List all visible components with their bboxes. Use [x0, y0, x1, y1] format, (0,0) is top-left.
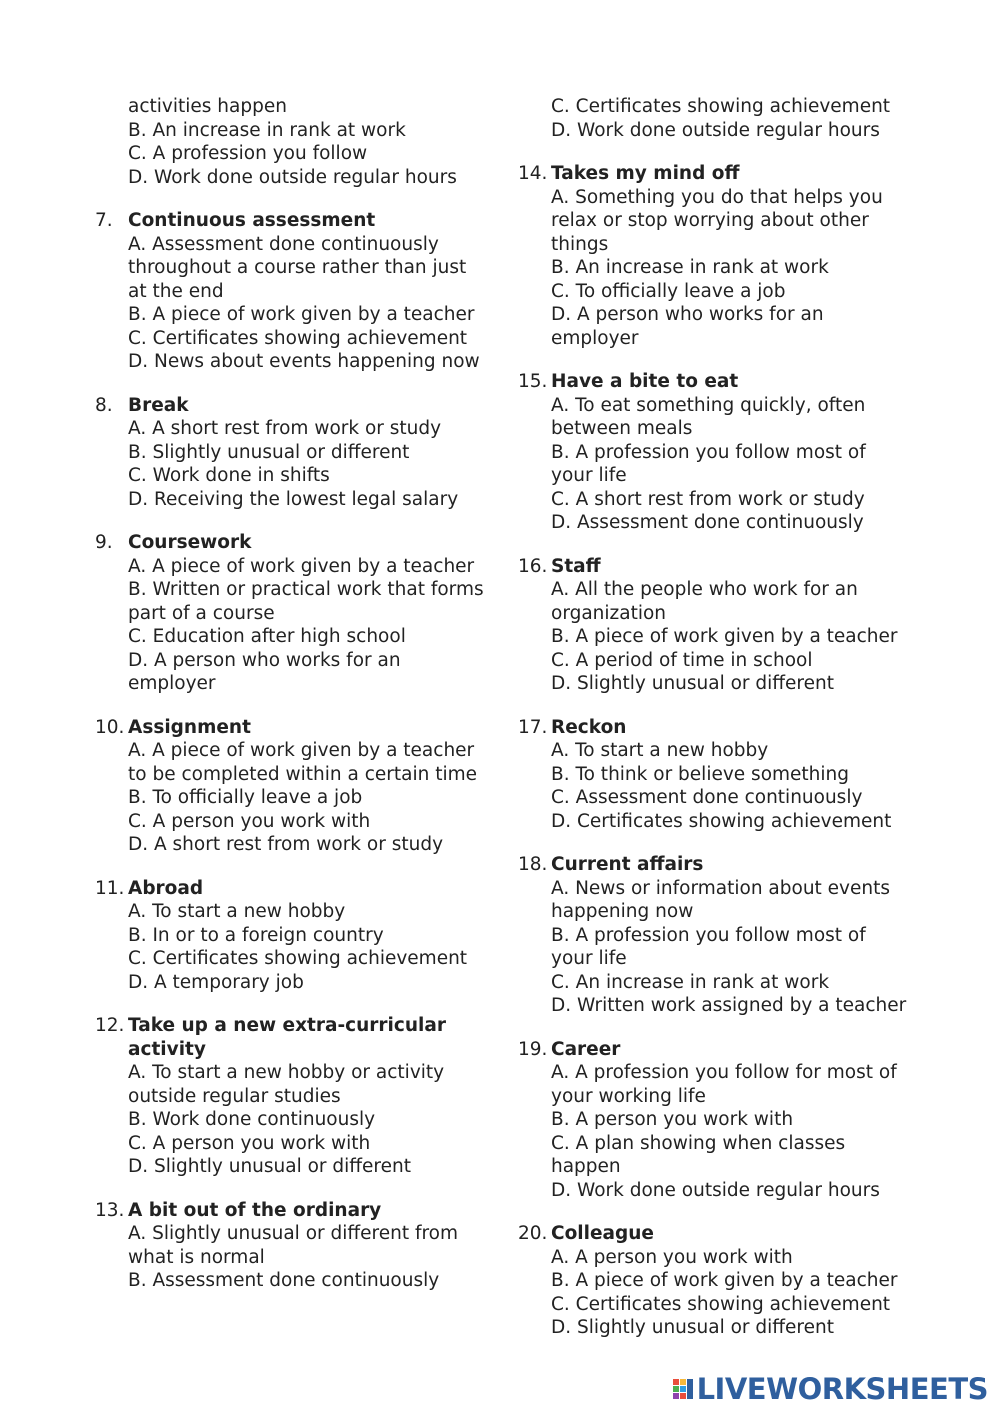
answer-option: D. Slightly unusual or different — [551, 673, 834, 694]
question-number: 12. — [95, 1015, 125, 1036]
question-body — [551, 162, 913, 350]
question-item — [518, 853, 913, 1018]
answer-option: A. Something you do that helps you relax or stop worrying about other things — [551, 186, 883, 255]
option-text: B. An increase in rank at work — [128, 119, 406, 141]
question-number: 14. — [518, 163, 548, 184]
answer-option: B. An increase in rank at work — [551, 257, 829, 278]
question-body — [551, 853, 913, 1018]
question-term: Continuous assessment — [128, 210, 376, 231]
answer-option: D. A person who works for an employer — [128, 649, 401, 694]
answer-option: D. Certificates showing achievement — [551, 810, 892, 832]
question-term: Career — [551, 1038, 621, 1060]
answer-option: C. A short rest from work or study — [551, 488, 865, 510]
answer-option: B. In or to a foreign country — [128, 924, 384, 946]
answer-option: A. A profession you follow for most of your working life — [551, 1062, 897, 1107]
answer-option: D. Slightly unusual or different — [128, 1156, 411, 1177]
answer-option: B. To officially leave a job — [128, 787, 363, 808]
question-item — [95, 716, 490, 857]
answer-option: B. A person you work with — [551, 1109, 794, 1130]
question-body — [128, 716, 490, 857]
answer-option: D. Slightly unusual or different — [551, 1317, 834, 1338]
question-term: A bit out of the ordinary — [128, 1199, 382, 1221]
question-body — [128, 877, 490, 995]
question-body — [128, 531, 490, 696]
answer-option: D. Work done outside regular hours — [551, 1179, 880, 1201]
question-body — [128, 1199, 490, 1293]
answer-option: D. A temporary job — [128, 971, 304, 993]
question-number: 13. — [95, 1199, 125, 1221]
question-term: Have a bite to eat — [551, 371, 739, 392]
question-body — [551, 555, 913, 696]
question-number: 7. — [95, 210, 113, 231]
answer-option: D. A person who works for an employer — [551, 304, 824, 349]
question-item — [518, 370, 913, 535]
answer-option: C. Certificates showing achievement — [128, 327, 468, 349]
question-item — [95, 531, 490, 696]
option-text: D. Work done outside regular hours — [551, 119, 880, 141]
question-term: Reckon — [551, 716, 627, 738]
question-term: Current affairs — [551, 854, 704, 875]
question-body — [551, 370, 913, 535]
answer-option: B. Work done continuously — [128, 1109, 376, 1130]
answer-option: D. Assessment done continuously — [551, 512, 864, 533]
answer-option: B. Slightly unusual or different — [128, 441, 410, 463]
option-text: activities happen — [128, 96, 287, 117]
answer-option: D. Receiving the lowest legal salary — [128, 488, 459, 510]
answer-option: B. A profession you follow most of your life — [551, 924, 866, 969]
answer-option: A. A person you work with — [551, 1246, 793, 1268]
question-term: Coursework — [128, 532, 252, 553]
logo-text: LIVEWORKSHEETS — [696, 1372, 988, 1406]
answer-option: C. Certificates showing achievement — [128, 948, 468, 969]
question-item — [518, 555, 913, 696]
continuation-block — [95, 95, 490, 189]
question-body — [551, 1222, 913, 1340]
liveworksheets-logo-icon — [673, 1377, 695, 1401]
question-number: 11. — [95, 877, 125, 899]
question-number: 10. — [95, 716, 125, 738]
question-item — [95, 394, 490, 512]
answer-option: C. A period of time in school — [551, 649, 813, 671]
answer-option: A. To start a new hobby — [128, 901, 346, 922]
question-body — [551, 716, 913, 834]
answer-option: C. Work done in shifts — [128, 465, 330, 486]
question-item — [95, 209, 490, 374]
option-text: C. A profession you follow — [128, 143, 368, 164]
answer-option: C. Certificates showing achievement — [551, 1293, 891, 1315]
question-item — [95, 877, 490, 995]
question-item — [95, 1014, 490, 1179]
answer-option: B. A piece of work given by a teacher — [551, 1270, 898, 1291]
answer-option: B. Written or practical work that forms part of a course — [128, 579, 484, 624]
answer-option: A. To start a new hobby — [551, 740, 769, 761]
question-item — [518, 716, 913, 834]
answer-option: C. Assessment done continuously — [551, 787, 863, 808]
answer-option: B. Assessment done continuously — [128, 1270, 440, 1291]
answer-option: B. A profession you follow most of your life — [551, 441, 866, 486]
left-column — [95, 95, 490, 1313]
question-item — [518, 162, 913, 350]
option-text: C. Certificates showing achievement — [551, 96, 891, 117]
question-number: 17. — [518, 716, 548, 738]
question-term: Colleague — [551, 1223, 654, 1244]
question-term: Break — [128, 394, 189, 416]
answer-option: C. A plan showing when classes happen — [551, 1132, 846, 1177]
question-list — [518, 162, 913, 1340]
answer-option: A. News or information about events happening now — [551, 877, 891, 922]
question-number: 15. — [518, 371, 548, 392]
answer-option: A. To start a new hobby or activity outside regular studies — [128, 1062, 445, 1107]
answer-option: C. An increase in rank at work — [551, 971, 830, 993]
answer-option: B. A piece of work given by a teacher — [128, 304, 475, 325]
continuation-block — [518, 95, 913, 142]
answer-option: A. To eat something quickly, often between meals — [551, 394, 866, 439]
question-term: Takes my mind off — [551, 163, 740, 184]
option-text: D. Work done outside regular hours — [128, 166, 457, 188]
question-list — [95, 209, 490, 1293]
answer-option: A. Assessment done continuously throughout a course rather than just at the end — [128, 233, 467, 302]
question-term: Abroad — [128, 877, 204, 899]
question-number: 8. — [95, 394, 113, 416]
question-item — [518, 1038, 913, 1203]
answer-option: B. To think or believe something — [551, 763, 849, 785]
answer-option: A. A piece of work given by a teacher — [128, 555, 475, 577]
answer-option: A. A short rest from work or study — [128, 418, 442, 439]
answer-option: A. A piece of work given by a teacher to be completed within a certain time — [128, 740, 477, 785]
answer-option: C. A person you work with — [128, 810, 371, 832]
answer-option: D. News about events happening now — [128, 351, 480, 372]
answer-option: C. Education after high school — [128, 626, 406, 647]
liveworksheets-logo[interactable] — [673, 1374, 988, 1404]
question-number: 9. — [95, 532, 113, 553]
question-item — [95, 1199, 490, 1293]
answer-option: A. Slightly unusual or different from what is normal — [128, 1223, 459, 1268]
question-number: 19. — [518, 1038, 548, 1060]
question-number: 16. — [518, 555, 548, 577]
answer-option: D. A short rest from work or study — [128, 834, 444, 855]
question-number: 20. — [518, 1223, 548, 1244]
right-column — [518, 95, 913, 1360]
question-term: Assignment — [128, 716, 251, 738]
answer-option: A. All the people who work for an organization — [551, 579, 858, 624]
question-body — [128, 209, 490, 374]
answer-option: B. A piece of work given by a teacher — [551, 626, 898, 647]
question-term: Take up a new extra-curricular activity — [128, 1015, 446, 1060]
question-number: 18. — [518, 854, 548, 875]
answer-option: C. A person you work with — [128, 1132, 371, 1154]
question-body — [128, 1014, 490, 1179]
question-term: Staff — [551, 555, 601, 577]
answer-option: D. Written work assigned by a teacher — [551, 995, 907, 1016]
question-body — [128, 394, 490, 512]
question-body — [551, 1038, 913, 1203]
question-item — [518, 1222, 913, 1340]
answer-option: C. To officially leave a job — [551, 280, 786, 302]
